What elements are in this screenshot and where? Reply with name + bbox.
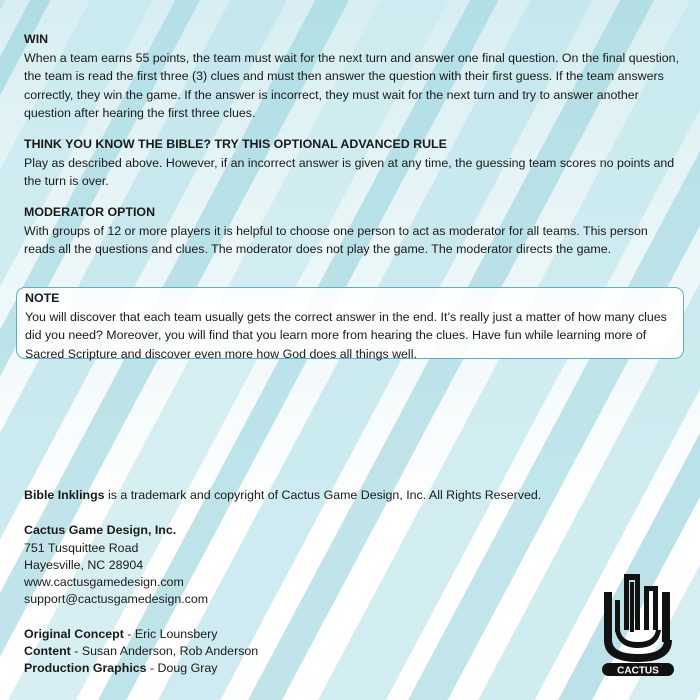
advanced-rule-section [24,135,680,191]
company-website: www.cactusgamedesign.com [24,575,184,589]
credit-role: Original Concept [24,627,124,641]
company-name: Cactus Game Design, Inc. [24,523,177,537]
win-body: When a team earns 55 points, the team must wait for the next turn and answer one final question. On the final question, the team is read the first three (3) clues and must then answer the question with their first guess. If the team answers correctly, they win the game. If the answer is incorrect, they must wait for the next turn and try to answer another question after hearing the first three clues. [24,50,680,120]
credit-original-concept [24,626,217,643]
credit-names: - Doug Gray [146,661,218,675]
trademark-brand: Bible Inklings [24,488,105,502]
credit-names: - Eric Lounsbery [123,627,218,641]
note-body: You will discover that each team usually gets the correct answer in the end. It’s really just a matter of how many clues did you need? Moreover, you will find that you learn more from hearing the clues. Have fun while learning more of Sacred Scripture and discover even more how God does all things well. [25,309,667,361]
advanced-rule-body: Play as described above. However, if an incorrect answer is given at any time, the guessing team scores no points and the turn is over. [24,155,675,188]
cactus-logo-icon [598,570,678,678]
company-email: support@cactusgamedesign.com [24,592,209,606]
moderator-heading: MODERATOR OPTION [24,205,156,219]
company-address-1: 751 Tusquittee Road [24,541,139,555]
advanced-rule-heading: THINK YOU KNOW THE BIBLE? TRY THIS OPTIONAL ADVANCED RULE [24,137,447,151]
company-address-2: Hayesville, NC 28904 [24,558,144,572]
note-heading: NOTE [25,291,60,305]
note-box [16,287,684,359]
trademark-line [24,487,541,504]
win-section [24,30,680,123]
cactus-logo-text: CACTUS [617,665,659,677]
moderator-body: With groups of 12 or more players it is helpful to choose one person to act as moderator for all teams. This person reads all the questions and clues. The moderator does not play the game. The moderator directs the game. [24,223,648,256]
credit-names: - Susan Anderson, Rob Anderson [70,644,259,658]
credit-production-graphics [24,660,217,677]
trademark-text: is a trademark and copyright of Cactus Game Design, Inc. All Rights Reserved. [104,488,542,502]
credit-content [24,643,258,660]
win-heading: WIN [24,32,49,46]
credit-role: Content [24,644,71,658]
moderator-section [24,203,680,259]
credit-role: Production Graphics [24,661,147,675]
